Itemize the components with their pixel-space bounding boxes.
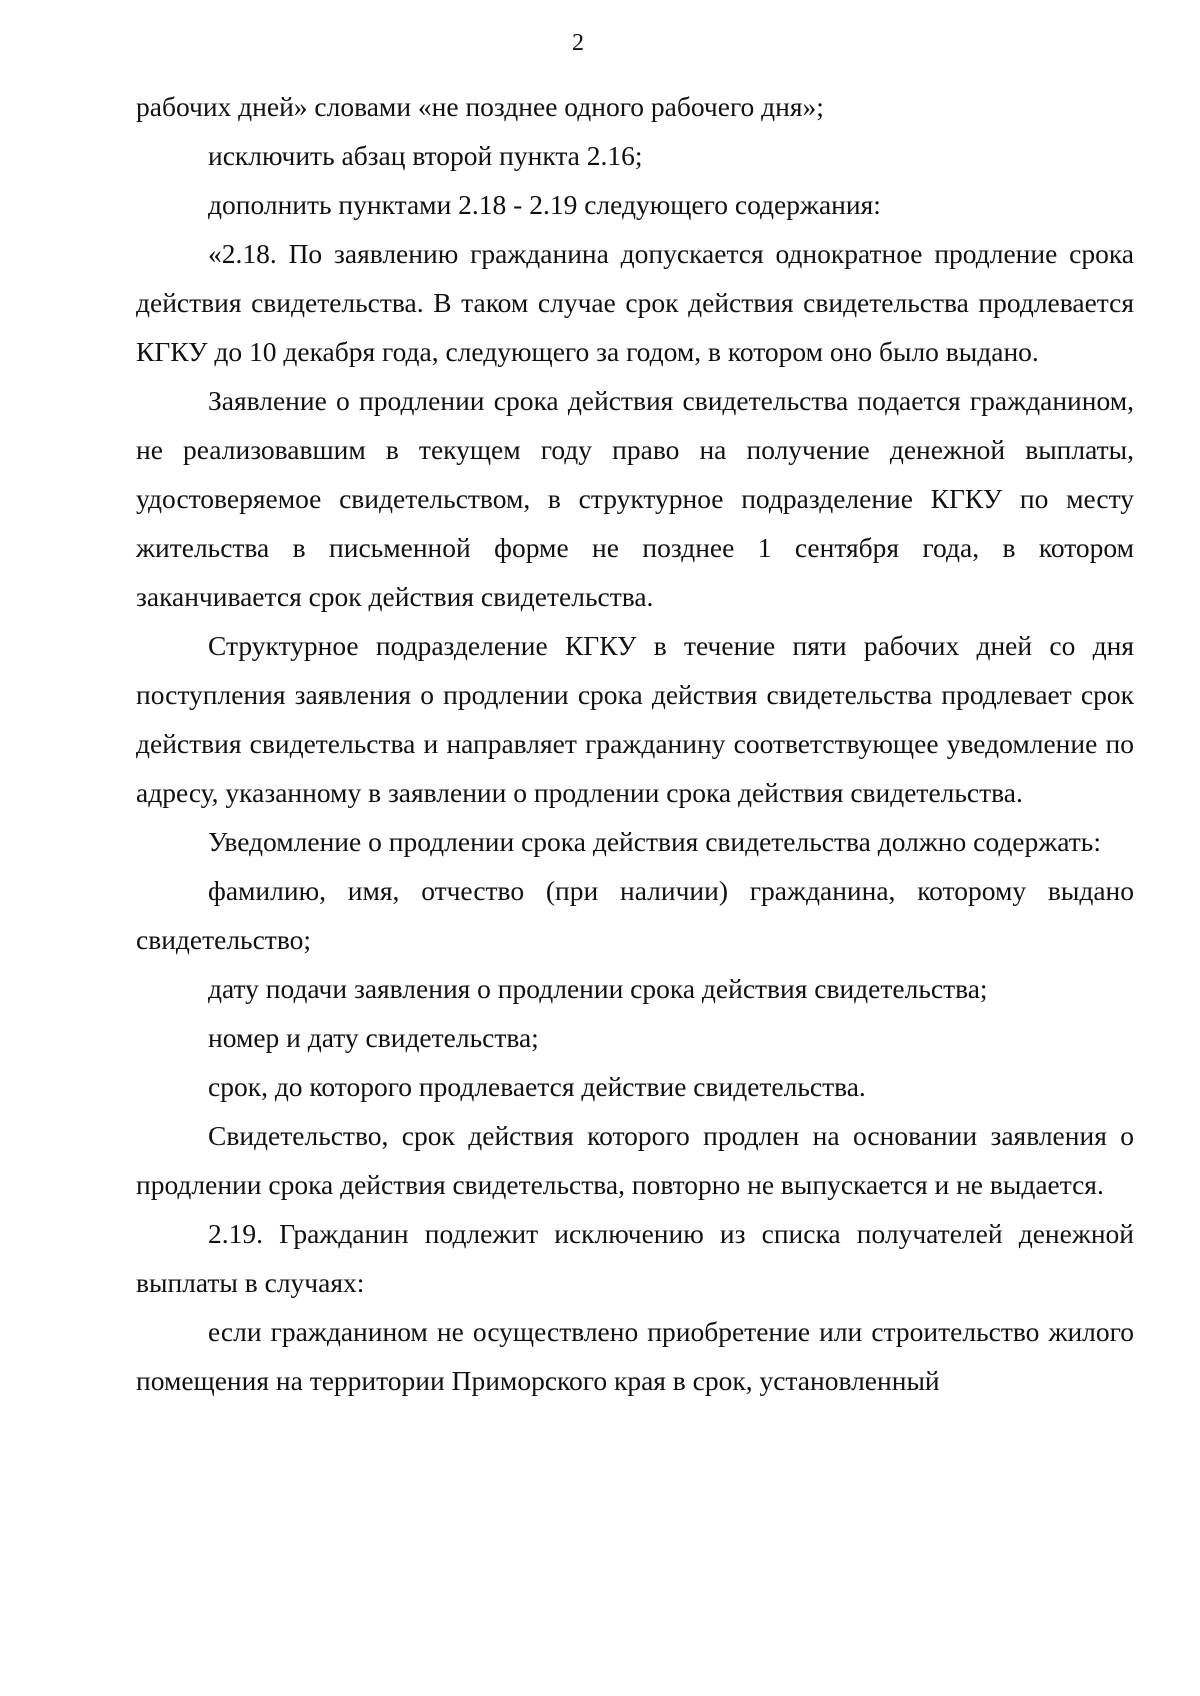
- list-item-application-date: дату подачи заявления о продлении срока действия свидетельства;: [208, 973, 988, 1004]
- paragraph-application-filing: Заявление о продлении срока действия свидетельства подается гражданином, не реализовавшим в текущем году право на получение денежной выплаты, удостоверяемое свидетельством, в структурное подразделение КГКУ по месту жительства в письменной форме не позднее 1 сентября года, в котором заканчивается срок действия свидетельства.: [136, 385, 1134, 612]
- paragraph-structural-unit: Структурное подразделение КГКУ в течение пяти рабочих дней со дня поступления заявления о продлении срока действия свидетельства продлевает срок действия свидетельства и направляет гражданину соответствующее уведомление по адресу, указанному в заявлении о продлении срока действия свидетельства.: [136, 630, 1134, 808]
- document-body: [136, 82, 1134, 1405]
- paragraph-continuation: рабочих дней» словами «не позднее одного рабочего дня»;: [136, 91, 824, 122]
- list-item-extension-term: срок, до которого продлевается действие свидетельства.: [208, 1071, 866, 1102]
- paragraph-exclude-clause: исключить абзац второй пункта 2.16;: [208, 140, 643, 171]
- paragraph-no-reissue: Свидетельство, срок действия которого продлен на основании заявления о продлении срока действия свидетельства, повторно не выпускается и не выдается.: [136, 1120, 1134, 1200]
- paragraph-supplement-clauses: дополнить пунктами 2.18 - 2.19 следующего содержания:: [208, 189, 881, 220]
- paragraph-clause-2-19: 2.19. Гражданин подлежит исключению из списка получателей денежной выплаты в случаях:: [136, 1218, 1134, 1298]
- paragraph-clause-2-18: «2.18. По заявлению гражданина допускается однократное продление срока действия свидетельства. В таком случае срок действия свидетельства продлевается КГКУ до 10 декабря года, следующего за годом, в котором оно было выдано.: [136, 238, 1134, 367]
- list-item-full-name: фамилию, имя, отчество (при наличии) гражданина, которому выдано свидетельство;: [136, 875, 1134, 955]
- paragraph-notification-content: Уведомление о продлении срока действия свидетельства должно содержать:: [208, 826, 1101, 857]
- paragraph-exclusion-case: если гражданином не осуществлено приобретение или строительство жилого помещения на территории Приморского края в срок, установленный: [136, 1316, 1134, 1396]
- list-item-certificate-number: номер и дату свидетельства;: [208, 1022, 539, 1053]
- page-number: 2: [572, 30, 584, 56]
